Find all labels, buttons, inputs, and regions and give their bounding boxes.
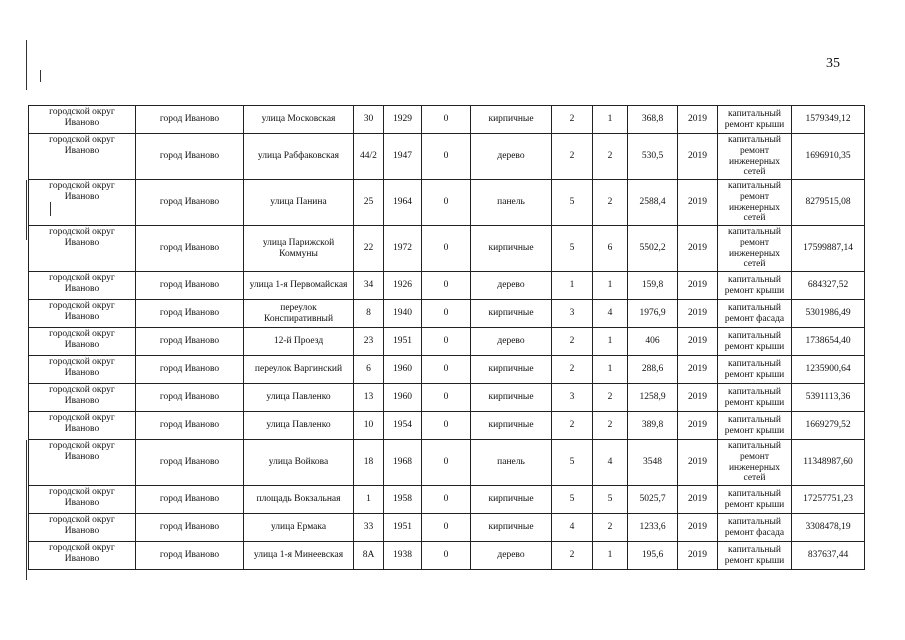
cell-wall-material: дерево — [471, 542, 552, 570]
cell-entrances: 2 — [593, 134, 628, 180]
cell-city: город Иваново — [136, 514, 244, 542]
table-row — [29, 356, 865, 384]
cell-wall-material: кирпичные — [471, 384, 552, 412]
cell-zero-value: 0 — [422, 272, 471, 300]
cell-year: 1960 — [384, 356, 422, 384]
cell-work-type: капитальный ремонт крыши — [718, 384, 792, 412]
cell-wall-material: кирпичные — [471, 106, 552, 134]
cell-zero-value: 0 — [422, 106, 471, 134]
cell-work-type: капитальный ремонт фасада — [718, 300, 792, 328]
scan-mark — [26, 40, 27, 90]
cell-okrug: городской округ Иваново — [29, 542, 136, 570]
cell-floors: 1 — [552, 272, 593, 300]
cell-year: 1960 — [384, 384, 422, 412]
cell-city: город Иваново — [136, 412, 244, 440]
cell-floors: 2 — [552, 328, 593, 356]
cell-plan-year: 2019 — [678, 300, 718, 328]
cell-entrances: 1 — [593, 328, 628, 356]
cell-wall-material: кирпичные — [471, 486, 552, 514]
cell-floors: 3 — [552, 384, 593, 412]
cell-house-number: 8А — [354, 542, 384, 570]
cell-entrances: 6 — [593, 226, 628, 272]
cell-work-type: капитальный ремонт крыши — [718, 106, 792, 134]
cell-floors: 5 — [552, 180, 593, 226]
housing-repair-table — [28, 105, 865, 570]
cell-zero-value: 0 — [422, 542, 471, 570]
cell-street: площадь Вокзальная — [244, 486, 354, 514]
cell-floors: 4 — [552, 514, 593, 542]
cell-entrances: 2 — [593, 180, 628, 226]
cell-plan-year: 2019 — [678, 356, 718, 384]
cell-entrances: 1 — [593, 542, 628, 570]
table-row — [29, 180, 865, 226]
cell-cost: 1235900,64 — [792, 356, 865, 384]
cell-house-number: 22 — [354, 226, 384, 272]
cell-city: город Иваново — [136, 328, 244, 356]
cell-wall-material: дерево — [471, 328, 552, 356]
cell-wall-material: кирпичные — [471, 514, 552, 542]
cell-house-number: 33 — [354, 514, 384, 542]
cell-year: 1954 — [384, 412, 422, 440]
cell-year: 1938 — [384, 542, 422, 570]
cell-entrances: 4 — [593, 300, 628, 328]
cell-entrances: 1 — [593, 356, 628, 384]
cell-entrances: 1 — [593, 272, 628, 300]
cell-entrances: 4 — [593, 440, 628, 486]
cell-work-type: капитальный ремонт инженерных сетей — [718, 134, 792, 180]
cell-okrug: городской округ Иваново — [29, 300, 136, 328]
cell-city: город Иваново — [136, 300, 244, 328]
cell-area: 288,6 — [628, 356, 678, 384]
cell-plan-year: 2019 — [678, 180, 718, 226]
cell-city: город Иваново — [136, 226, 244, 272]
cell-zero-value: 0 — [422, 486, 471, 514]
cell-okrug: городской округ Иваново — [29, 134, 136, 180]
cell-cost: 8279515,08 — [792, 180, 865, 226]
cell-work-type: капитальный ремонт крыши — [718, 412, 792, 440]
cell-plan-year: 2019 — [678, 542, 718, 570]
cell-plan-year: 2019 — [678, 106, 718, 134]
cell-city: город Иваново — [136, 272, 244, 300]
cell-zero-value: 0 — [422, 300, 471, 328]
cell-area: 5502,2 — [628, 226, 678, 272]
cell-house-number: 44/2 — [354, 134, 384, 180]
cell-wall-material: панель — [471, 180, 552, 226]
cell-year: 1951 — [384, 514, 422, 542]
cell-work-type: капитальный ремонт крыши — [718, 272, 792, 300]
cell-wall-material: кирпичные — [471, 356, 552, 384]
cell-street: улица Московская — [244, 106, 354, 134]
cell-work-type: капитальный ремонт крыши — [718, 486, 792, 514]
cell-house-number: 18 — [354, 440, 384, 486]
cell-wall-material: кирпичные — [471, 300, 552, 328]
table-row — [29, 486, 865, 514]
cell-area: 368,8 — [628, 106, 678, 134]
cell-okrug: городской округ Иваново — [29, 226, 136, 272]
cell-cost: 684327,52 — [792, 272, 865, 300]
cell-cost: 5391113,36 — [792, 384, 865, 412]
cell-work-type: капитальный ремонт инженерных сетей — [718, 226, 792, 272]
cell-street: улица Панина — [244, 180, 354, 226]
cell-street: улица Ермака — [244, 514, 354, 542]
cell-street: улица Рабфаковская — [244, 134, 354, 180]
scan-mark — [40, 70, 41, 82]
cell-area: 389,8 — [628, 412, 678, 440]
cell-work-type: капитальный ремонт инженерных сетей — [718, 440, 792, 486]
cell-plan-year: 2019 — [678, 328, 718, 356]
table-row — [29, 300, 865, 328]
cell-floors: 2 — [552, 356, 593, 384]
cell-house-number: 25 — [354, 180, 384, 226]
cell-okrug: городской округ Иваново — [29, 106, 136, 134]
cell-area: 1233,6 — [628, 514, 678, 542]
cell-city: город Иваново — [136, 440, 244, 486]
cell-floors: 5 — [552, 440, 593, 486]
cell-work-type: капитальный ремонт крыши — [718, 542, 792, 570]
cell-zero-value: 0 — [422, 514, 471, 542]
cell-wall-material: дерево — [471, 272, 552, 300]
cell-year: 1964 — [384, 180, 422, 226]
scan-mark — [26, 180, 27, 240]
cell-street: улица Павленко — [244, 384, 354, 412]
cell-cost: 1696910,35 — [792, 134, 865, 180]
cell-year: 1940 — [384, 300, 422, 328]
scan-mark — [26, 440, 27, 580]
cell-plan-year: 2019 — [678, 134, 718, 180]
table-row — [29, 440, 865, 486]
cell-cost: 11348987,60 — [792, 440, 865, 486]
cell-zero-value: 0 — [422, 328, 471, 356]
cell-area: 2588,4 — [628, 180, 678, 226]
cell-plan-year: 2019 — [678, 486, 718, 514]
cell-cost: 1579349,12 — [792, 106, 865, 134]
table-row — [29, 328, 865, 356]
cell-work-type: капитальный ремонт фасада — [718, 514, 792, 542]
cell-area: 5025,7 — [628, 486, 678, 514]
cell-year: 1968 — [384, 440, 422, 486]
cell-house-number: 10 — [354, 412, 384, 440]
cell-cost: 1669279,52 — [792, 412, 865, 440]
cell-area: 195,6 — [628, 542, 678, 570]
cell-okrug: городской округ Иваново — [29, 412, 136, 440]
cell-house-number: 1 — [354, 486, 384, 514]
cell-year: 1926 — [384, 272, 422, 300]
cell-house-number: 6 — [354, 356, 384, 384]
cell-zero-value: 0 — [422, 384, 471, 412]
cell-okrug: городской округ Иваново — [29, 514, 136, 542]
cell-street: 12-й Проезд — [244, 328, 354, 356]
cell-okrug: городской округ Иваново — [29, 180, 136, 226]
cell-zero-value: 0 — [422, 226, 471, 272]
cell-city: город Иваново — [136, 134, 244, 180]
cell-year: 1947 — [384, 134, 422, 180]
cell-cost: 837637,44 — [792, 542, 865, 570]
table-row — [29, 514, 865, 542]
cell-street: переулок Конспиративный — [244, 300, 354, 328]
cell-cost: 5301986,49 — [792, 300, 865, 328]
page-number: 35 — [826, 56, 840, 71]
cell-entrances: 2 — [593, 412, 628, 440]
cell-floors: 2 — [552, 134, 593, 180]
cell-street: улица 1-я Минеевская — [244, 542, 354, 570]
cell-wall-material: кирпичные — [471, 412, 552, 440]
cell-house-number: 30 — [354, 106, 384, 134]
cell-city: город Иваново — [136, 180, 244, 226]
cell-city: город Иваново — [136, 384, 244, 412]
cell-wall-material: панель — [471, 440, 552, 486]
cell-cost: 1738654,40 — [792, 328, 865, 356]
cell-area: 3548 — [628, 440, 678, 486]
cell-plan-year: 2019 — [678, 272, 718, 300]
cell-year: 1958 — [384, 486, 422, 514]
cell-floors: 5 — [552, 226, 593, 272]
table-row — [29, 272, 865, 300]
cell-house-number: 8 — [354, 300, 384, 328]
cell-city: город Иваново — [136, 486, 244, 514]
cell-floors: 2 — [552, 412, 593, 440]
cell-city: город Иваново — [136, 356, 244, 384]
cell-okrug: городской округ Иваново — [29, 440, 136, 486]
cell-work-type: капитальный ремонт инженерных сетей — [718, 180, 792, 226]
cell-floors: 5 — [552, 486, 593, 514]
cell-entrances: 2 — [593, 384, 628, 412]
cell-year: 1929 — [384, 106, 422, 134]
cell-okrug: городской округ Иваново — [29, 356, 136, 384]
cell-city: город Иваново — [136, 542, 244, 570]
cell-work-type: капитальный ремонт крыши — [718, 328, 792, 356]
cell-plan-year: 2019 — [678, 440, 718, 486]
cell-entrances: 1 — [593, 106, 628, 134]
cell-plan-year: 2019 — [678, 384, 718, 412]
cell-floors: 3 — [552, 300, 593, 328]
cell-cost: 17599887,14 — [792, 226, 865, 272]
cell-zero-value: 0 — [422, 180, 471, 226]
cell-street: улица Войкова — [244, 440, 354, 486]
cell-floors: 2 — [552, 542, 593, 570]
table-row — [29, 106, 865, 134]
cell-street: улица Парижской Коммуны — [244, 226, 354, 272]
cell-zero-value: 0 — [422, 356, 471, 384]
cell-city: город Иваново — [136, 106, 244, 134]
cell-okrug: городской округ Иваново — [29, 272, 136, 300]
cell-house-number: 13 — [354, 384, 384, 412]
cell-area: 159,8 — [628, 272, 678, 300]
cell-zero-value: 0 — [422, 412, 471, 440]
cell-floors: 2 — [552, 106, 593, 134]
cell-house-number: 23 — [354, 328, 384, 356]
cell-area: 1976,9 — [628, 300, 678, 328]
table-row — [29, 134, 865, 180]
table-row — [29, 412, 865, 440]
cell-cost: 17257751,23 — [792, 486, 865, 514]
cell-area: 530,5 — [628, 134, 678, 180]
cell-house-number: 34 — [354, 272, 384, 300]
cell-work-type: капитальный ремонт крыши — [718, 356, 792, 384]
cell-street: переулок Варгинский — [244, 356, 354, 384]
cell-zero-value: 0 — [422, 134, 471, 180]
cell-year: 1951 — [384, 328, 422, 356]
cell-entrances: 5 — [593, 486, 628, 514]
cell-area: 1258,9 — [628, 384, 678, 412]
cell-wall-material: дерево — [471, 134, 552, 180]
cell-plan-year: 2019 — [678, 514, 718, 542]
cell-street: улица 1-я Первомайская — [244, 272, 354, 300]
cell-cost: 3308478,19 — [792, 514, 865, 542]
table-row — [29, 384, 865, 412]
cell-year: 1972 — [384, 226, 422, 272]
cell-okrug: городской округ Иваново — [29, 328, 136, 356]
table-row — [29, 226, 865, 272]
cell-wall-material: кирпичные — [471, 226, 552, 272]
table-row — [29, 542, 865, 570]
cell-entrances: 2 — [593, 514, 628, 542]
cell-okrug: городской округ Иваново — [29, 384, 136, 412]
cell-area: 406 — [628, 328, 678, 356]
cell-okrug: городской округ Иваново — [29, 486, 136, 514]
cell-zero-value: 0 — [422, 440, 471, 486]
cell-street: улица Павленко — [244, 412, 354, 440]
cell-plan-year: 2019 — [678, 412, 718, 440]
cell-plan-year: 2019 — [678, 226, 718, 272]
